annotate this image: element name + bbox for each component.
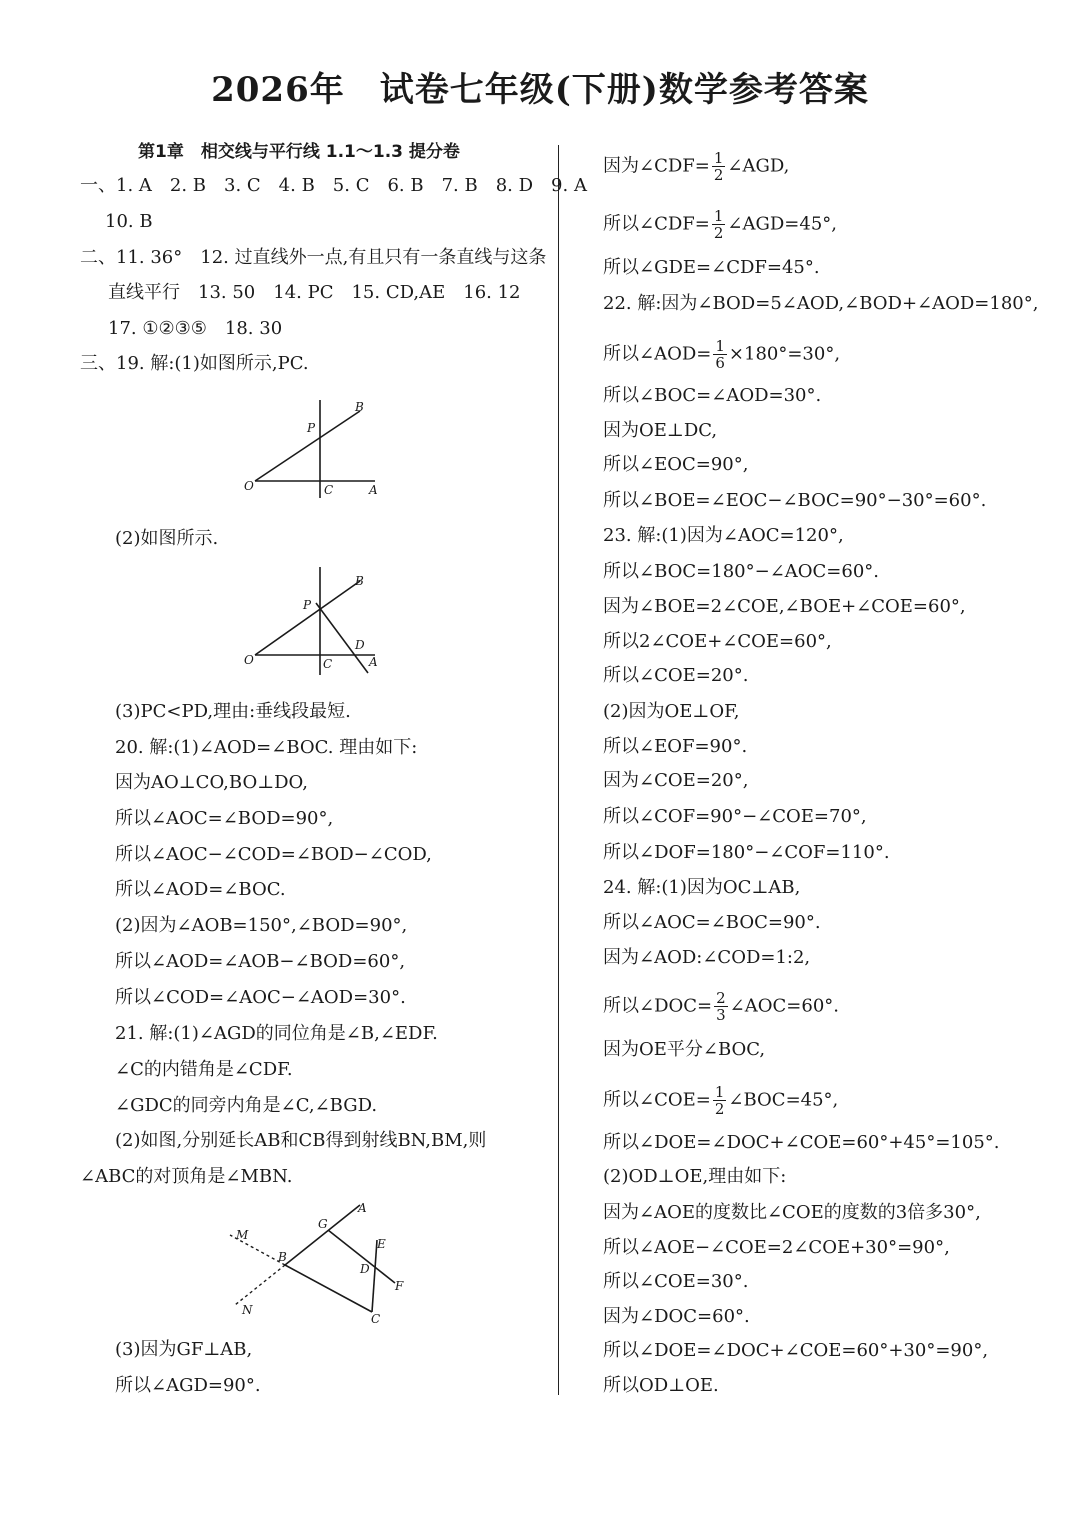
label-C: C: [371, 1312, 381, 1326]
answer-line: ∠ABC的对顶角是∠MBN.: [80, 1166, 293, 1187]
answer-line: 直线平行 13. 50 14. PC 15. CD,AE 16. 12: [108, 282, 521, 303]
label-O: O: [244, 479, 254, 493]
answer-line: 所以∠AOC−∠COD=∠BOD−∠COD,: [115, 844, 432, 865]
answer-line: 所以∠DOF=180°−∠COF=110°.: [603, 842, 890, 863]
page-title: 2026年 试卷七年级(下册)数学参考答案: [211, 70, 869, 110]
figure-21: [220, 1195, 420, 1330]
answer-line: 所以∠AOE−∠COE=2∠COE+30°=90°,: [603, 1237, 950, 1258]
label-F: F: [395, 1279, 404, 1293]
fraction: $\frac{1}{6}$: [715, 337, 725, 372]
label-N: N: [242, 1303, 253, 1317]
section-title: 第1章 相交线与平行线 1.1～1.3 提分卷: [138, 142, 460, 162]
answer-line: 因为AO⊥CO,BO⊥DO,: [115, 772, 308, 793]
answer-line: 22. 解:因为∠BOD=5∠AOD,∠BOD+∠AOD=180°,: [603, 293, 1039, 314]
answer-line: 所以∠AGD=90°.: [115, 1375, 261, 1396]
label-B: B: [355, 400, 364, 414]
answer-line: 所以∠COD=∠AOC−∠AOD=30°.: [115, 987, 406, 1008]
answer-line: 所以∠AOD=∠AOB−∠BOD=60°,: [115, 951, 406, 972]
answer-line: 二、11. 36° 12. 过直线外一点,有且只有一条直线与这条: [80, 247, 547, 268]
answer-line: ∠GDC的同旁内角是∠C,∠BGD.: [115, 1095, 378, 1116]
answer-line: 所以2∠COE+∠COE=60°,: [603, 631, 832, 652]
label-D: D: [360, 1262, 370, 1276]
label-B: B: [355, 574, 364, 588]
answer-line: (3)PC<PD,理由:垂线段最短.: [115, 701, 351, 722]
column-divider: [558, 145, 559, 1395]
answer-line: 一、1. A 2. B 3. C 4. B 5. C 6. B 7. B 8. D 9. A: [80, 175, 587, 196]
answer-line: 所以∠BOE=∠EOC−∠BOC=90°−30°=60°.: [603, 490, 987, 511]
answer-line: 所以∠CDF= $\frac{1}{2}$ ∠AGD=45°,: [603, 207, 838, 242]
label-P: P: [307, 421, 316, 435]
answer-line: 所以∠DOE=∠DOC+∠COE=60°+30°=90°,: [603, 1340, 989, 1361]
answer-line: (2)如图,分别延长AB和CB得到射线BN,BM,则: [115, 1130, 487, 1151]
answer-line: 所以∠COE= $\frac{1}{2}$ ∠BOC=45°,: [603, 1083, 839, 1118]
fraction: $\frac{2}{3}$: [716, 989, 726, 1024]
label-A: A: [369, 483, 378, 497]
label-A: A: [358, 1201, 367, 1215]
answer-line: 所以∠COE=20°.: [603, 665, 749, 686]
answer-line: 三、19. 解:(1)如图所示,PC.: [80, 353, 309, 374]
label-B: B: [278, 1250, 287, 1264]
label-O: O: [244, 653, 254, 667]
label-M: M: [236, 1228, 249, 1242]
label-C: C: [324, 483, 334, 497]
answer-line: 所以∠BOC=180°−∠AOC=60°.: [603, 561, 880, 582]
answer-line: 因为OE⊥DC,: [603, 420, 718, 441]
answer-line: 所以∠BOC=∠AOD=30°.: [603, 385, 822, 406]
label-P: P: [303, 598, 312, 612]
answer-line: 所以∠EOF=90°.: [603, 736, 748, 757]
label-A: A: [369, 655, 378, 669]
answer-line: 所以∠DOE=∠DOC+∠COE=60°+45°=105°.: [603, 1132, 1000, 1153]
answer-line: 所以∠GDE=∠CDF=45°.: [603, 257, 820, 278]
answer-line: 因为OE平分∠BOC,: [603, 1039, 766, 1060]
fraction: $\frac{1}{2}$: [714, 1083, 725, 1118]
answer-line: 所以∠AOC=∠BOC=90°.: [603, 912, 821, 933]
figure-19-1: [235, 395, 395, 505]
answer-line: 因为∠BOE=2∠COE,∠BOE+∠COE=60°,: [603, 596, 966, 617]
answer-line: 17. ①②③⑤ 18. 30: [108, 318, 283, 339]
answer-line: 所以∠COF=90°−∠COE=70°,: [603, 806, 867, 827]
answer-line: 所以OD⊥OE.: [603, 1375, 719, 1396]
answer-line: 因为∠AOE的度数比∠COE的度数的3倍多30°,: [603, 1202, 981, 1223]
answer-line: 10. B: [105, 211, 153, 232]
answer-line: 所以∠AOD=∠BOC.: [115, 879, 286, 900]
fraction: $\frac{1}{2}$: [713, 207, 724, 242]
answer-line: 所以∠COE=30°.: [603, 1271, 749, 1292]
answer-line: 所以∠AOD= $\frac{1}{6}$ ×180°=30°,: [603, 337, 841, 372]
answer-line: 所以∠EOC=90°,: [603, 454, 749, 475]
answer-line: 所以∠AOC=∠BOD=90°,: [115, 808, 334, 829]
answer-line: (2)如图所示.: [115, 528, 219, 549]
answer-line: 因为∠COE=20°,: [603, 770, 749, 791]
answer-line: (3)因为GF⊥AB,: [115, 1339, 253, 1360]
answer-line: 20. 解:(1)∠AOD=∠BOC. 理由如下:: [115, 737, 418, 758]
figure-19-2: [235, 565, 395, 680]
answer-line: 21. 解:(1)∠AGD的同位角是∠B,∠EDF.: [115, 1023, 438, 1044]
answer-line: (2)OD⊥OE,理由如下:: [603, 1166, 787, 1187]
label-E: E: [377, 1237, 386, 1251]
label-D: D: [355, 638, 365, 652]
answer-line: 24. 解:(1)因为OC⊥AB,: [603, 877, 801, 898]
answer-line: (2)因为∠AOB=150°,∠BOD=90°,: [115, 915, 408, 936]
answer-line: (2)因为OE⊥OF,: [603, 701, 740, 722]
answer-line: 23. 解:(1)因为∠AOC=120°,: [603, 525, 844, 546]
label-C: C: [323, 657, 333, 671]
answer-line: ∠C的内错角是∠CDF.: [115, 1059, 293, 1080]
answer-line: 因为∠AOD:∠COD=1:2,: [603, 947, 811, 968]
answer-line: 因为∠DOC=60°.: [603, 1306, 750, 1327]
label-G: G: [318, 1217, 328, 1231]
answer-line: 所以∠DOC= $\frac{2}{3}$ ∠AOC=60°.: [603, 989, 839, 1024]
answer-line: 因为∠CDF= $\frac{1}{2}$ ∠AGD,: [603, 149, 790, 184]
fraction: $\frac{1}{2}$: [713, 149, 724, 184]
